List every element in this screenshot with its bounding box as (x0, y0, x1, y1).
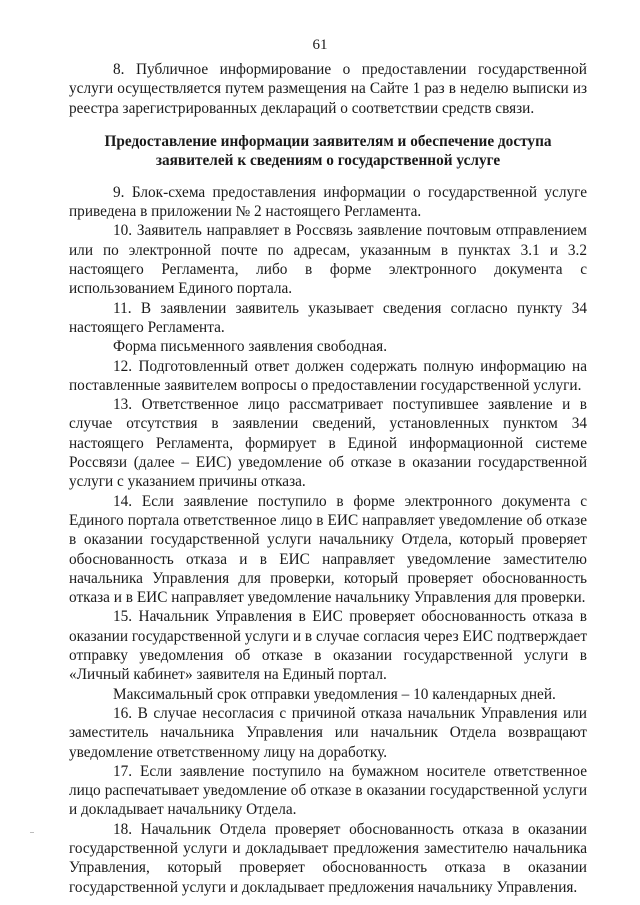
section-heading-line-2: заявителей к сведениям о государственной услуге (155, 151, 501, 169)
scan-margin-mark (30, 832, 34, 833)
paragraph-10: 10. Заявитель направляет в Россвязь заявление почтовым отправлением или по электронной почте по адресам, указанным в пунктах 3.1 и 3.2 настоящего Регламента, либо в форме электронного документа с использованием Единого портала. (69, 222, 587, 298)
paragraph-9: 9. Блок-схема предоставления информации о государственной услуге приведена в приложении № 2 настоящего Регламента. (69, 183, 587, 221)
paragraph-14: 14. Если заявление поступило в форме электронного документа с Единого портала ответственное лицо в ЕИС направляет уведомление об отказе в оказании государственной услуги начальнику Отдела, который проверяет обоснованность отказа и в ЕИС направляет уведомление заместителю начальника Управления для проверки, который проверяет обоснованность отказа и в ЕИС направляет уведомление начальнику Управления для проверки. (69, 492, 587, 607)
paragraph-13: 13. Ответственное лицо рассматривает поступившее заявление и в случае отсутствия в заявлении сведений, установленных пунктом 34 настоящего Регламента, формирует в Единой информационной системе Россвязи (далее – ЕИС) уведомление об отказе в оказании государственной услуги с указанием причины отказа. (69, 396, 587, 491)
document-body (69, 60, 587, 897)
paragraph-form-note: Форма письменного заявления свободная. (113, 338, 388, 356)
paragraph-17: 17. Если заявление поступило на бумажном носителе ответственное лицо распечатывает уведомление об отказе в оказании государственной услуги и докладывает начальнику Отдела. (69, 762, 587, 819)
paragraph-16: 16. В случае несогласия с причиной отказа начальник Управления или заместитель начальника Управления или начальник Отдела возвращают уведомление ответственному лицу на доработку. (69, 704, 587, 761)
paragraph-18: 18. Начальник Отдела проверяет обоснованность отказа в оказании государственной услуги и докладывает предложения заместителю начальника Управления, который проверяет обоснованность отказа в оказании государственной услуги и докладывает предложения начальнику Управления. (69, 820, 587, 896)
paragraph-deadline-note: Максимальный срок отправки уведомления – 10 календарных дней. (113, 685, 556, 703)
paragraph-8: 8. Публичное информирование о предоставлении государственной услуги осуществляется путем размещения на Сайте 1 раз в неделю выписки из реестра зарегистрированных деклараций о соответствии средств связи. (69, 61, 587, 117)
section-heading (69, 132, 587, 170)
page-number: 61 (312, 37, 328, 53)
paragraph-15: 15. Начальник Управления в ЕИС проверяет обоснованность отказа в оказании государственной услуги и в случае согласия через ЕИС подтверждает отправку уведомления об отказе в оказании государственной услуги в «Личный кабинет» заявителя на Единый портал. (69, 608, 587, 684)
section-heading-line-1: Предоставление информации заявителям и обеспечение доступа (104, 132, 552, 150)
paragraph-12: 12. Подготовленный ответ должен содержать полную информацию на поставленные заявителем вопросы о предоставлении государственной услуги. (69, 357, 587, 394)
paragraph-11: 11. В заявлении заявитель указывает сведения согласно пункту 34 настоящего Регламента. (69, 299, 587, 336)
